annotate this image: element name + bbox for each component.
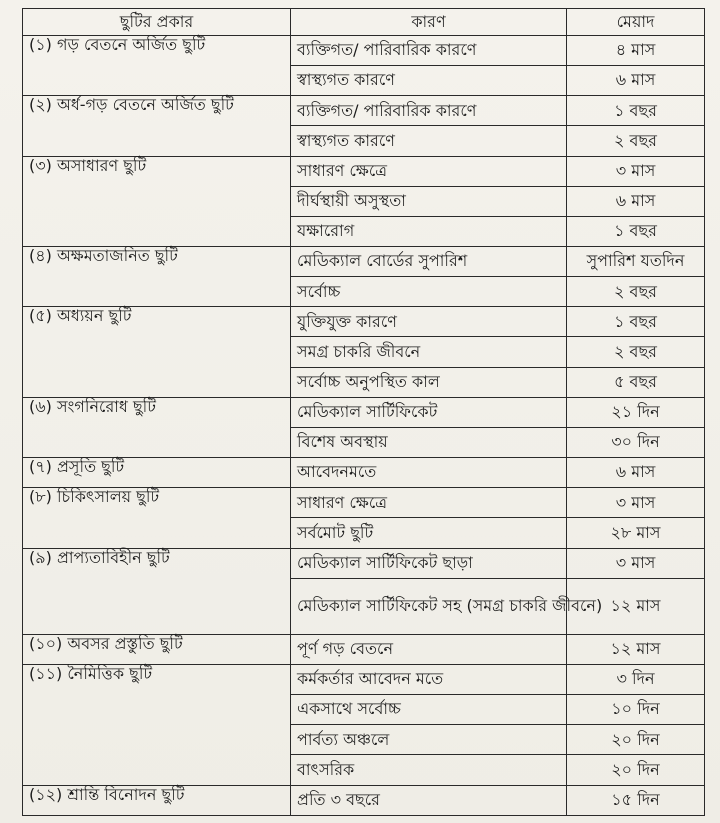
duration-cell: ১ বছর	[567, 96, 705, 126]
reason-cell: স্বাস্থ্যগত কারণে	[291, 66, 567, 96]
leave-type-cell: (৮) চিকিৎসালয় ছুটি	[23, 488, 291, 548]
reason-cell: যুক্তিযুক্ত কারণে	[291, 307, 567, 337]
duration-cell: ২ বছর	[567, 337, 705, 367]
duration-cell: ১০ দিন	[567, 695, 705, 725]
duration-cell: ২০ দিন	[567, 725, 705, 755]
reason-cell: সমগ্র চাকরি জীবনে	[291, 337, 567, 367]
reason-cell: বিশেষ অবস্থায়	[291, 427, 567, 457]
table-row	[23, 246, 705, 276]
reason-cell: একসাথে সর্বোচ্চ	[291, 695, 567, 725]
table-row	[23, 35, 705, 65]
leave-type-cell: (১১) নৈমিত্তিক ছুটি	[23, 664, 291, 785]
duration-cell: ৩ মাস	[567, 548, 705, 578]
duration-cell: সুপারিশ যতদিন	[567, 246, 705, 276]
reason-cell: দীর্ঘস্থায়ী অসুস্থতা	[291, 186, 567, 216]
duration-cell: ৬ মাস	[567, 186, 705, 216]
table-row	[23, 634, 705, 664]
duration-cell: ৪ মাস	[567, 35, 705, 65]
duration-cell: ৩০ দিন	[567, 427, 705, 457]
duration-cell: ৫ বছর	[567, 367, 705, 397]
reason-cell: মেডিক্যাল সার্টিফিকেট	[291, 397, 567, 427]
leave-type-cell: (৩) অসাধারণ ছুটি	[23, 156, 291, 246]
reason-cell: পূর্ণ গড় বেতনে	[291, 634, 567, 664]
duration-cell: ১ বছর	[567, 216, 705, 246]
header-duration: মেয়াদ	[567, 9, 705, 36]
table-header-row	[23, 9, 705, 36]
reason-cell: মেডিক্যাল সার্টিফিকেট ছাড়া	[291, 548, 567, 578]
leave-type-cell: (৪) অক্ষমতাজনিত ছুটি	[23, 246, 291, 306]
reason-cell: স্বাস্থ্যগত কারণে	[291, 126, 567, 156]
table-row	[23, 664, 705, 694]
reason-cell: বাৎসরিক	[291, 755, 567, 785]
header-leave-type: ছুটির প্রকার	[23, 9, 291, 36]
duration-cell: ১২ মাস	[567, 634, 705, 664]
table-row	[23, 785, 705, 815]
duration-cell: ৩ দিন	[567, 664, 705, 694]
leave-table	[22, 8, 705, 816]
leave-type-cell: (৫) অধ্যয়ন ছুটি	[23, 307, 291, 397]
header-reason: কারণ	[291, 9, 567, 36]
reason-cell: সাধারণ ক্ষেত্রে	[291, 488, 567, 518]
table-row	[23, 156, 705, 186]
reason-cell: আবেদনমতে	[291, 458, 567, 488]
duration-cell: ৬ মাস	[567, 66, 705, 96]
reason-cell: সাধারণ ক্ষেত্রে	[291, 156, 567, 186]
duration-cell: ২ বছর	[567, 126, 705, 156]
table-row	[23, 548, 705, 578]
reason-cell: সর্বোচ্চ	[291, 277, 567, 307]
duration-cell: ১৫ দিন	[567, 785, 705, 815]
reason-cell: ব্যক্তিগত/ পারিবারিক কারণে	[291, 96, 567, 126]
table-row	[23, 96, 705, 126]
leave-type-cell: (৯) প্রাপ্যতাবিহীন ছুটি	[23, 548, 291, 634]
table-body	[23, 35, 705, 815]
duration-cell: ২৮ মাস	[567, 518, 705, 548]
reason-cell: মেডিক্যাল বোর্ডের সুপারিশ	[291, 246, 567, 276]
duration-cell: ২০ দিন	[567, 755, 705, 785]
duration-cell: ২ বছর	[567, 277, 705, 307]
table-row	[23, 397, 705, 427]
duration-cell: ৩ মাস	[567, 156, 705, 186]
table-row	[23, 488, 705, 518]
reason-cell: প্রতি ৩ বছরে	[291, 785, 567, 815]
duration-cell: ৬ মাস	[567, 458, 705, 488]
duration-cell: ৩ মাস	[567, 488, 705, 518]
reason-cell: সর্বোচ্চ অনুপস্থিত কাল	[291, 367, 567, 397]
duration-cell: ১ বছর	[567, 307, 705, 337]
reason-cell: সর্বমোট ছুটি	[291, 518, 567, 548]
reason-cell: মেডিক্যাল সার্টিফিকেট সহ (সমগ্র চাকরি জীবনে)	[291, 578, 567, 634]
leave-type-cell: (১) গড় বেতনে অর্জিত ছুটি	[23, 35, 291, 95]
reason-cell: পার্বত্য অঞ্চলে	[291, 725, 567, 755]
leave-type-cell: (৬) সংগনিরোধ ছুটি	[23, 397, 291, 457]
table-row	[23, 458, 705, 488]
reason-cell: ব্যক্তিগত/ পারিবারিক কারণে	[291, 35, 567, 65]
duration-cell: ১২ মাস	[567, 578, 705, 634]
reason-cell: কর্মকর্তার আবেদন মতে	[291, 664, 567, 694]
reason-cell: যক্ষারোগ	[291, 216, 567, 246]
leave-type-cell: (১২) শ্রান্তি বিনোদন ছুটি	[23, 785, 291, 815]
duration-cell: ২১ দিন	[567, 397, 705, 427]
leave-type-cell: (২) অর্ধ-গড় বেতনে অর্জিত ছুটি	[23, 96, 291, 156]
leave-type-cell: (৭) প্রসূতি ছুটি	[23, 458, 291, 488]
leave-type-cell: (১০) অবসর প্রস্তুতি ছুটি	[23, 634, 291, 664]
table-row	[23, 307, 705, 337]
